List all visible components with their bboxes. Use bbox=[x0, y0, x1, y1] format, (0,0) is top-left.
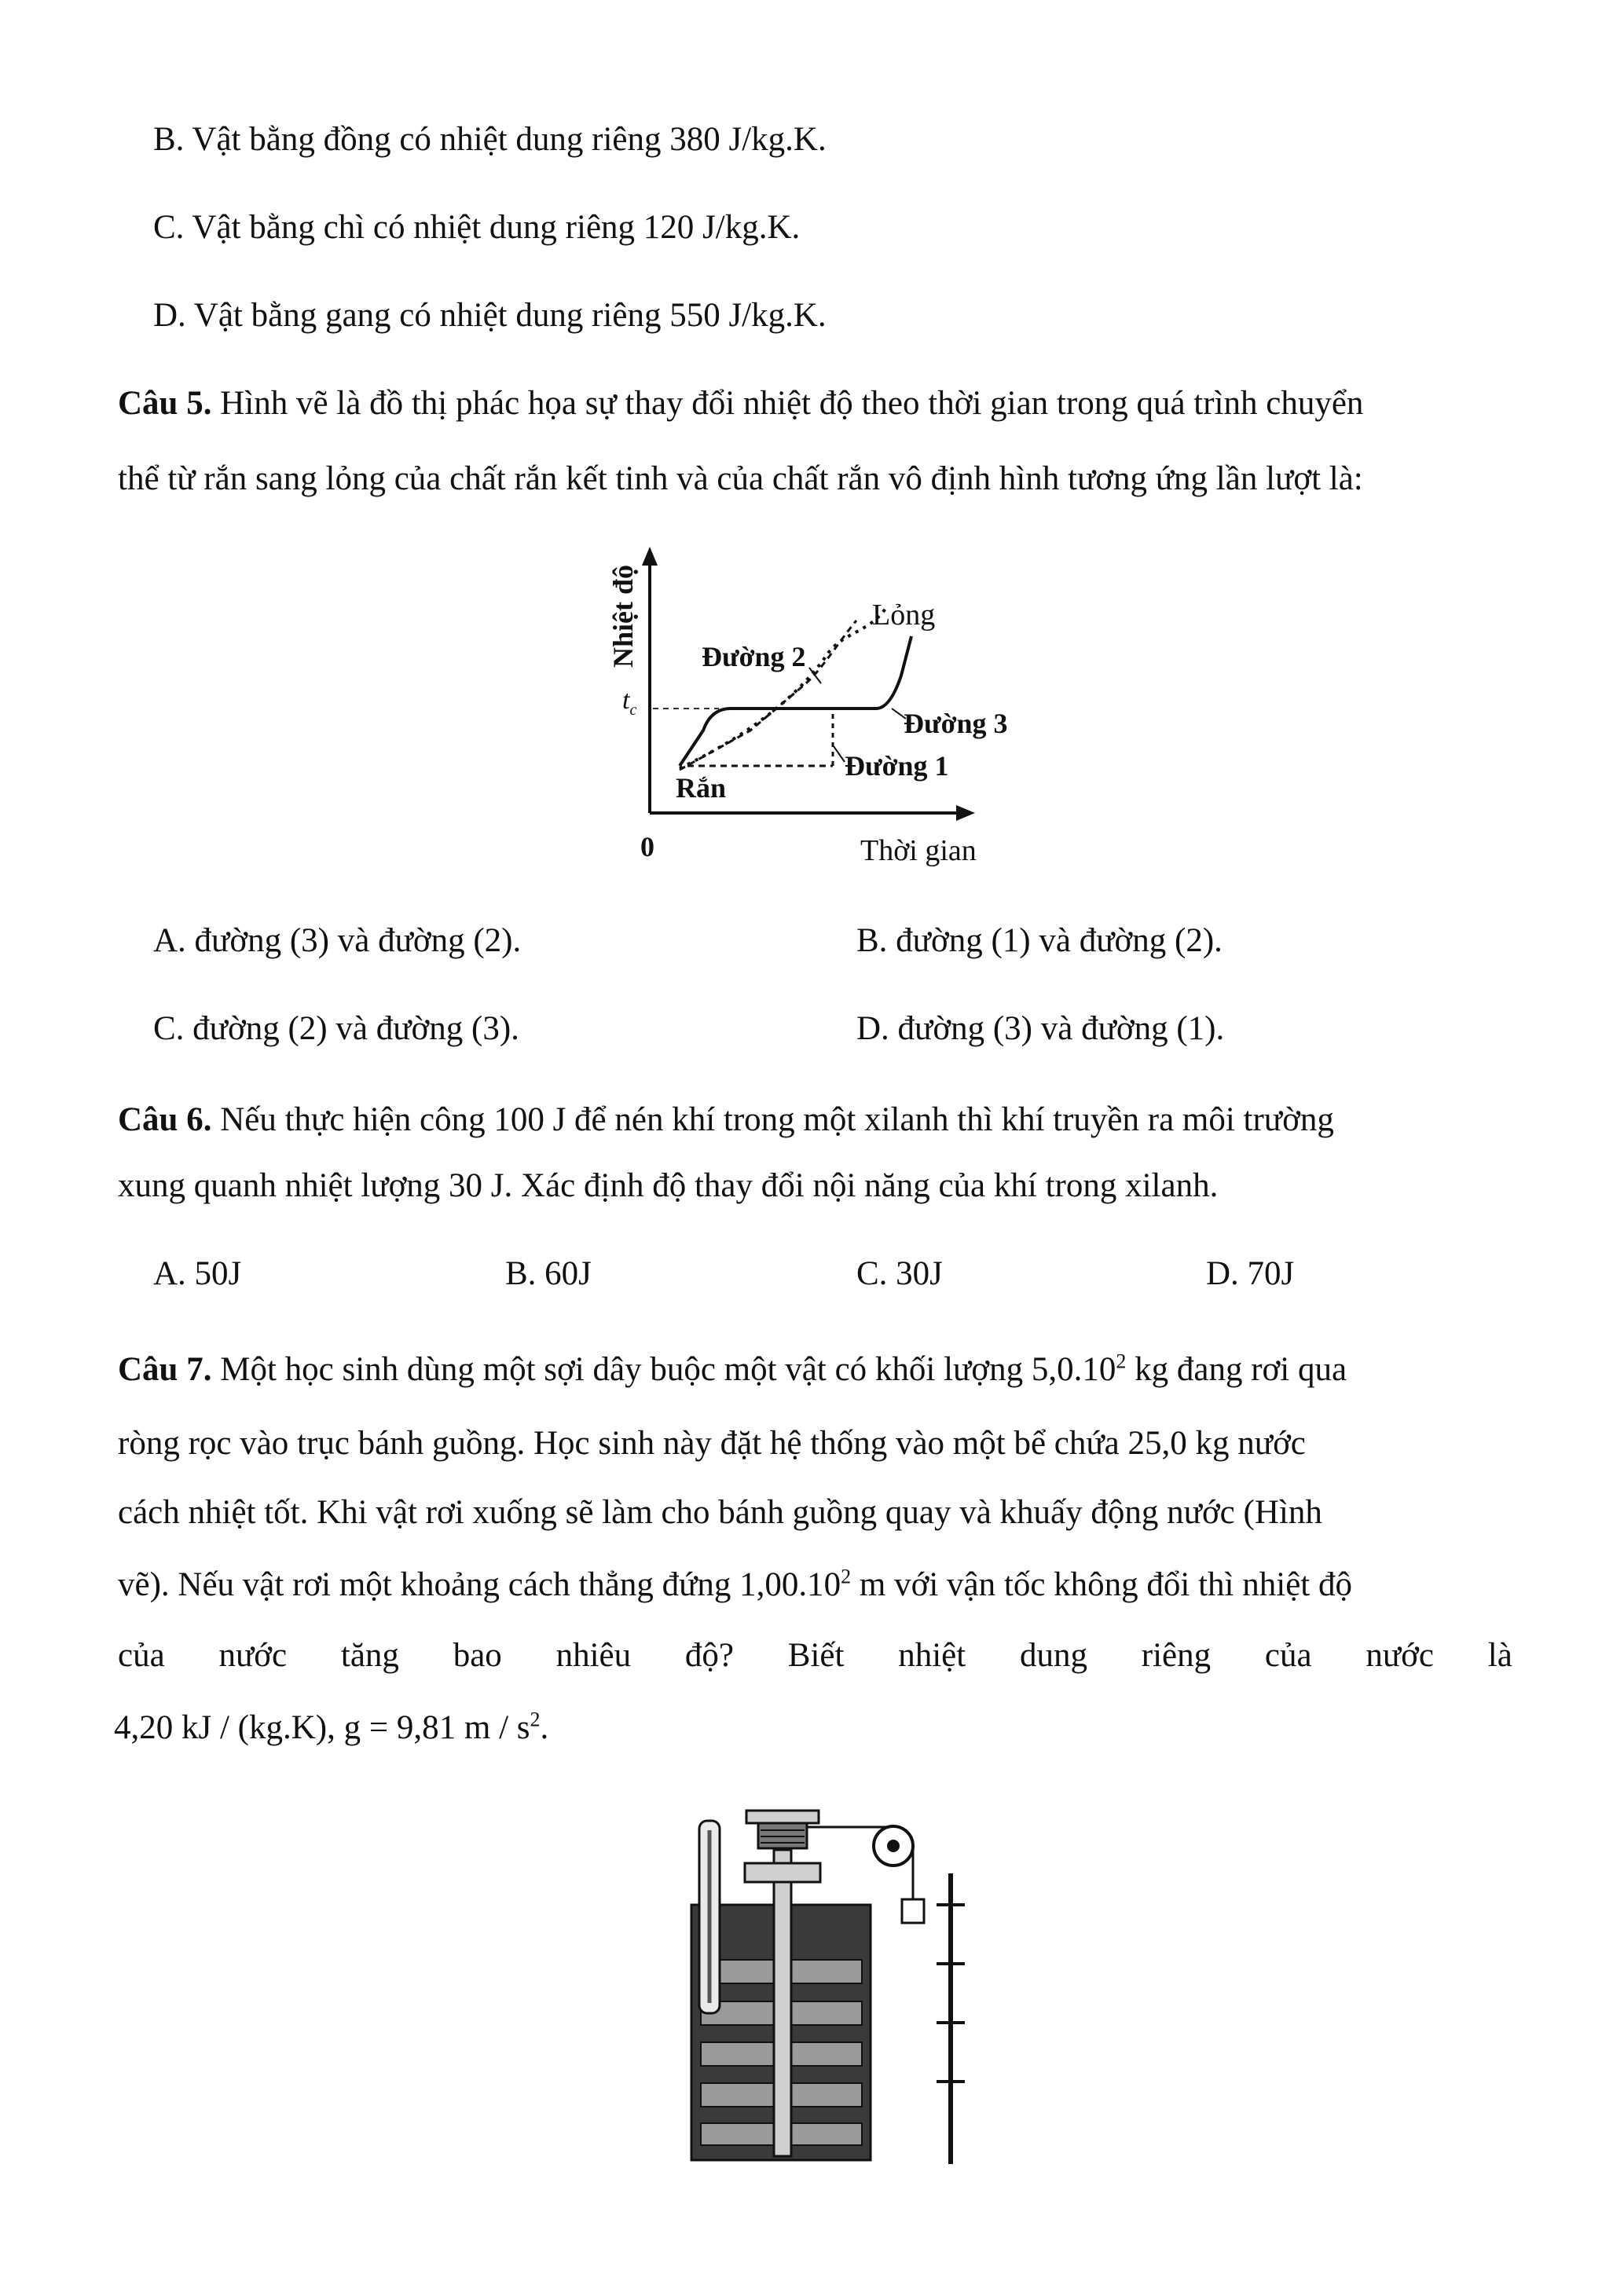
q7-line5-word: riêng bbox=[1141, 1637, 1212, 1674]
q7-line5-word: bao bbox=[453, 1637, 502, 1674]
curve-1-pointer bbox=[834, 746, 845, 762]
q5-option-b: B. đường (1) và đường (2). bbox=[856, 922, 1223, 959]
falling-mass bbox=[902, 1899, 924, 1923]
curve-3-label: Đường 3 bbox=[904, 708, 1008, 739]
q7-text-line6: 4,20 kJ / (kg.K), g = 9,81 m / $s^2$. bbox=[114, 1708, 549, 1746]
q7-line5-word: của bbox=[1264, 1637, 1312, 1674]
shaft bbox=[774, 1850, 791, 2156]
q7-joule-apparatus bbox=[684, 1807, 982, 2168]
q6-option-c: C. 30J bbox=[856, 1255, 943, 1292]
y-axis-label: Nhiệt độ bbox=[607, 564, 639, 668]
curve-1-label: Đường 1 bbox=[845, 750, 949, 782]
q7-line5-word: Biết bbox=[787, 1637, 845, 1674]
q4-option-b: B. Vật bằng đồng có nhiệt dung riêng 380 J/kg.K. bbox=[153, 121, 827, 158]
q6-text-line1: Câu 6. Nếu thực hiện công 100 J để nén khí trong một xilanh thì khí truyền ra môi trường bbox=[118, 1101, 1334, 1138]
q6-option-b: B. 60J bbox=[505, 1255, 592, 1292]
q5-text-line1: Câu 5. Hình vẽ là đồ thị phác họa sự thay đổi nhiệt độ theo thời gian trong quá trình chuyển bbox=[118, 385, 1364, 422]
q7-line5-word: nhiệt bbox=[898, 1637, 966, 1674]
q7-text-line4: vẽ). Nếu vật rơi một khoảng cách thẳng đứng 1,00.10$^2$ m với vận tốc không đổi thì nhiệt độ bbox=[118, 1565, 1352, 1603]
q5-option-a: A. đường (3) và đường (2). bbox=[153, 922, 522, 959]
curve-2 bbox=[680, 609, 885, 768]
x-axis-arrow bbox=[956, 805, 975, 821]
q7-text-line5 bbox=[118, 1634, 1512, 1678]
q7-label: Câu 7. bbox=[118, 1351, 212, 1388]
q7-line5-word: tăng bbox=[340, 1637, 399, 1674]
q7-text-line1: Câu 7. Một học sinh dùng một sợi dây buộc một vật có khối lượng 5,0.10$^2$ kg đang rơi qua bbox=[118, 1349, 1347, 1388]
solid-label: Rắn bbox=[676, 772, 727, 804]
q7-text-line3: cách nhiệt tốt. Khi vật rơi xuống sẽ làm cho bánh guồng quay và khuấy động nước (Hình bbox=[118, 1494, 1322, 1531]
q7-line5-word: nước bbox=[218, 1637, 288, 1674]
tc-label: $t_c$ bbox=[622, 686, 637, 719]
q4-option-d: D. Vật bằng gang có nhiệt dung riêng 550 J/kg.K. bbox=[153, 297, 827, 334]
q7-line5-word: nhiêu bbox=[555, 1637, 632, 1674]
curve-2-pointer bbox=[809, 668, 821, 683]
q5-option-d: D. đường (3) và đường (1). bbox=[856, 1010, 1225, 1047]
x-axis-label: Thời gian bbox=[860, 834, 977, 867]
q6-text-line2: xung quanh nhiệt lượng 30 J. Xác định độ thay đổi nội năng của khí trong xilanh. bbox=[118, 1167, 1219, 1204]
curve-2-label: Đường 2 bbox=[702, 641, 806, 672]
q5-option-c: C. đường (2) và đường (3). bbox=[153, 1010, 519, 1047]
q7-line5-word: nước bbox=[1366, 1637, 1435, 1674]
q6-option-d: D. 70J bbox=[1206, 1255, 1295, 1292]
q5-label: Câu 5. bbox=[118, 385, 212, 422]
q5-text-line2: thể từ rắn sang lỏng của chất rắn kết tinh và của chất rắn vô định hình tương ứng lần lượt là: bbox=[118, 460, 1363, 497]
q7-line5-word: của bbox=[118, 1637, 165, 1674]
q7-line5-word: dung bbox=[1020, 1637, 1087, 1674]
shaft-cap bbox=[746, 1811, 819, 1823]
q6-label: Câu 6. bbox=[118, 1101, 212, 1138]
q7-line5-word: độ? bbox=[684, 1637, 734, 1674]
q5-phase-graph bbox=[593, 542, 1033, 872]
liquid-label: Lỏng bbox=[872, 599, 936, 632]
origin-label: 0 bbox=[640, 831, 654, 862]
q7-line5-word: là bbox=[1487, 1637, 1512, 1674]
q7-text-line2: ròng rọc vào trục bánh guồng. Học sinh này đặt hệ thống vào một bể chứa 25,0 kg nước bbox=[118, 1425, 1306, 1462]
shaft-collar bbox=[745, 1863, 820, 1882]
q6-option-a: A. 50J bbox=[153, 1255, 242, 1292]
y-axis-arrow bbox=[642, 547, 658, 566]
q4-option-c: C. Vật bằng chì có nhiệt dung riêng 120 J/kg.K. bbox=[153, 209, 801, 246]
